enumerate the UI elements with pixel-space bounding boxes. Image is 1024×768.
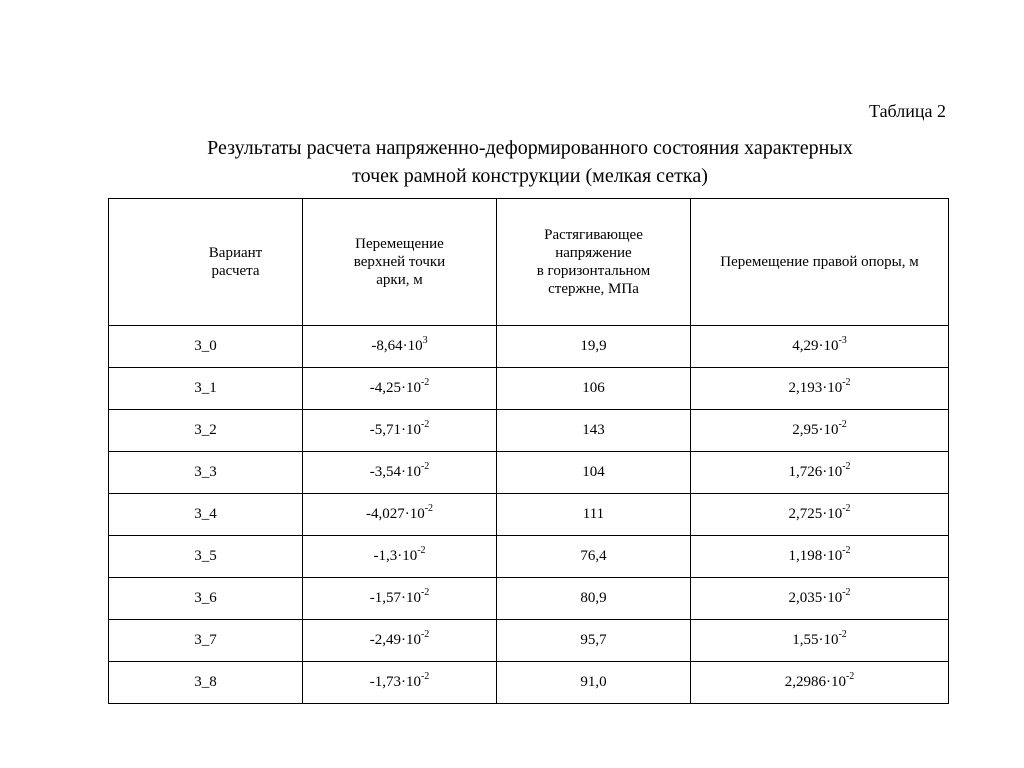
cell-top-displacement: [303, 452, 497, 494]
top-mantissa: -1,3·10: [373, 548, 418, 564]
top-mantissa: -8,64·10: [371, 338, 423, 354]
cell-right-support-displacement: [691, 620, 949, 662]
right-exponent: -3: [838, 335, 847, 346]
right-exponent: -2: [838, 419, 847, 430]
right-mantissa: 2,725·10: [788, 506, 843, 522]
table-row: [109, 620, 949, 662]
top-mantissa: -2,49·10: [369, 632, 421, 648]
right-exponent: -2: [842, 587, 851, 598]
table-row: [109, 410, 949, 452]
right-exponent: -2: [838, 629, 847, 640]
header-top-displacement: [303, 199, 497, 326]
right-mantissa: 1,726·10: [788, 464, 843, 480]
top-exponent: -2: [417, 545, 426, 556]
table-title-line-1: Результаты расчета напряженно-деформированного состояния характерных: [207, 137, 853, 159]
header-tensile-stress-label: Растягивающее напряжение в горизонтальном стержне, МПа: [536, 227, 651, 297]
right-mantissa: 2,193·10: [788, 380, 843, 396]
cell-tensile-stress: 106: [497, 368, 691, 410]
top-exponent: -2: [420, 461, 430, 472]
cell-right-support-displacement: [691, 452, 949, 494]
cell-top-displacement: [303, 326, 497, 368]
right-exponent: -2: [842, 377, 851, 388]
right-mantissa: 2,035·10: [788, 590, 843, 606]
top-exponent: -2: [420, 419, 430, 430]
cell-variant: 3_3: [109, 452, 303, 494]
cell-variant: 3_4: [109, 494, 303, 536]
top-mantissa: -1,73·10: [369, 674, 421, 690]
right-mantissa: 1,55·10: [792, 632, 839, 648]
table-row: [109, 536, 949, 578]
cell-tensile-stress: 19,9: [497, 326, 691, 368]
right-exponent: -2: [842, 461, 851, 472]
cell-variant: 3_6: [109, 578, 303, 620]
header-row: [109, 199, 949, 326]
top-exponent: 3: [422, 335, 428, 346]
right-exponent: -2: [845, 671, 855, 682]
cell-tensile-stress: 80,9: [497, 578, 691, 620]
top-mantissa: -5,71·10: [369, 422, 421, 438]
cell-right-support-displacement: [691, 536, 949, 578]
cell-right-support-displacement: [691, 494, 949, 536]
cell-top-displacement: [303, 410, 497, 452]
right-mantissa: 1,198·10: [788, 548, 843, 564]
cell-variant: 3_2: [109, 410, 303, 452]
cell-top-displacement: [303, 620, 497, 662]
cell-top-displacement: [303, 368, 497, 410]
cell-tensile-stress: 104: [497, 452, 691, 494]
cell-variant: 3_7: [109, 620, 303, 662]
table-row: [109, 662, 949, 704]
header-right-support-displacement-label: Перемещение правой опоры, м: [720, 254, 919, 270]
cell-variant: 3_8: [109, 662, 303, 704]
table-row: [109, 368, 949, 410]
cell-variant: 3_1: [109, 368, 303, 410]
cell-right-support-displacement: [691, 326, 949, 368]
top-exponent: -2: [420, 629, 430, 640]
results-table: [108, 198, 949, 704]
cell-top-displacement: [303, 494, 497, 536]
table-title: [100, 134, 960, 190]
table-row: [109, 452, 949, 494]
top-mantissa: -3,54·10: [369, 464, 421, 480]
cell-variant: 3_5: [109, 536, 303, 578]
right-exponent: -2: [842, 545, 851, 556]
header-variant: [109, 199, 303, 326]
right-mantissa: 2,95·10: [792, 422, 839, 438]
cell-tensile-stress: 95,7: [497, 620, 691, 662]
top-exponent: -2: [420, 587, 430, 598]
top-mantissa: -4,25·10: [369, 380, 421, 396]
table-row: [109, 326, 949, 368]
top-exponent: -2: [424, 503, 434, 514]
top-mantissa: -1,57·10: [369, 590, 421, 606]
right-mantissa: 2,2986·10: [784, 674, 846, 690]
top-mantissa: -4,027·10: [365, 506, 425, 522]
header-tensile-stress: [497, 199, 691, 326]
table-title-line-2: точек рамной конструкции (мелкая сетка): [352, 165, 708, 187]
top-exponent: -2: [420, 671, 430, 682]
header-variant-label: Вариант расчета: [208, 245, 263, 279]
right-mantissa: 4,29·10: [792, 338, 839, 354]
cell-top-displacement: [303, 578, 497, 620]
cell-right-support-displacement: [691, 410, 949, 452]
cell-right-support-displacement: [691, 662, 949, 704]
cell-tensile-stress: 111: [497, 494, 691, 536]
table-row: [109, 494, 949, 536]
cell-tensile-stress: 143: [497, 410, 691, 452]
header-top-displacement-label: Перемещение верхней точки арки, м: [353, 236, 446, 288]
cell-top-displacement: [303, 536, 497, 578]
cell-top-displacement: [303, 662, 497, 704]
cell-tensile-stress: 76,4: [497, 536, 691, 578]
cell-right-support-displacement: [691, 578, 949, 620]
right-exponent: -2: [842, 503, 851, 514]
cell-variant: 3_0: [109, 326, 303, 368]
top-exponent: -2: [420, 377, 430, 388]
table-row: [109, 578, 949, 620]
cell-tensile-stress: 91,0: [497, 662, 691, 704]
table-number: Таблица 2: [869, 101, 946, 121]
cell-right-support-displacement: [691, 368, 949, 410]
header-right-support-displacement: [691, 199, 949, 326]
